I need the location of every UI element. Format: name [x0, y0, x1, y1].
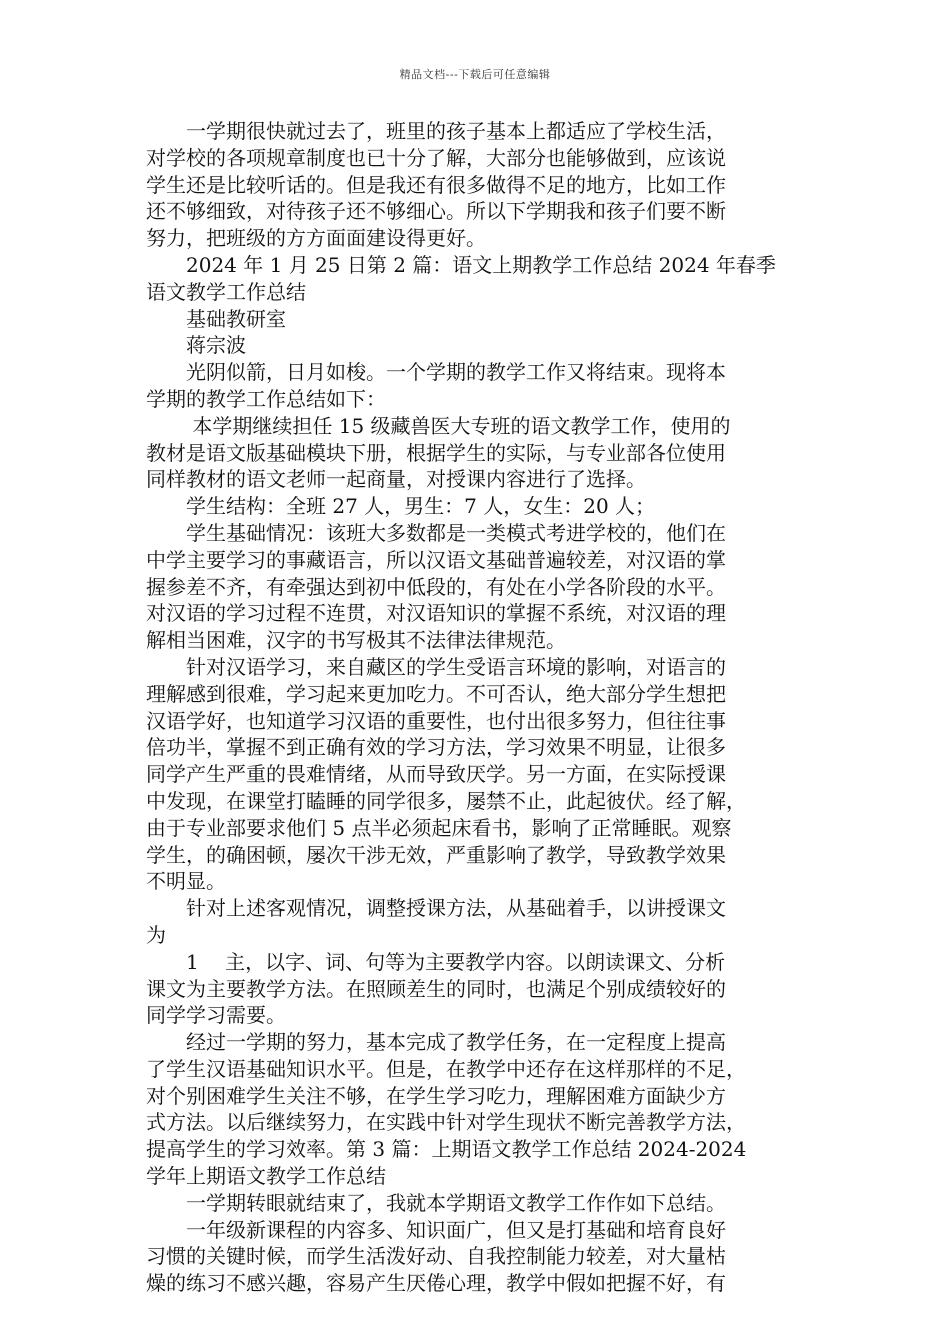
text-line: 同学学习需要。 [146, 1003, 286, 1028]
text-line: 握参差不齐，有牵强达到初中低段的，有处在小学各阶段的水平。 [146, 574, 726, 599]
text-line: 教材是语文版基础模块下册，根据学生的实际，与专业部各位使用 [146, 440, 726, 465]
text-line: 了学生汉语基础知识水平。但是，在教学中还存在这样那样的不足， [146, 1056, 746, 1081]
document-body [146, 118, 811, 1297]
text-line: 学年上期语文教学工作总结 [146, 1164, 386, 1189]
text-line: 倍功半，掌握不到正确有效的学习方法，学习效果不明显，让很多 [146, 735, 726, 760]
text-line: 解相当困难，汉字的书写极其不法律法律规范。 [146, 628, 566, 653]
text-line: 努力，把班级的方方面面建设得更好。 [146, 226, 486, 251]
text-line: 同样教材的语文老师一起商量，对授课内容进行了选择。 [146, 467, 646, 492]
text-line: 还不够细致，对待孩子还不够细心。所以下学期我和孩子们要不断 [146, 199, 726, 224]
text-line: 针对汉语学习，来自藏区的学生受语言环境的影响，对语言的 [146, 654, 726, 679]
text-line: 汉语学好，也知道学习汉语的重要性，也付出很多努力，但往往事 [146, 708, 726, 733]
text-line: 基础教研室 [146, 306, 286, 331]
text-line: 由于专业部要求他们 5 点半必须起床看书，影响了正常睡眠。观察 [146, 815, 732, 840]
text-line: 2024 年 1 月 25 日第 2 篇：语文上期教学工作总结 2024 年春季 [146, 252, 776, 277]
text-line: 一学期很快就过去了，班里的孩子基本上都适应了学校生活， [146, 119, 726, 143]
text-line: 对学校的各项规章制度也已十分了解，大部分也能够做到，应该说 [146, 145, 726, 170]
text-line: 学期的教学工作总结如下： [146, 386, 386, 411]
text-line: 同学产生严重的畏难情绪，从而导致厌学。另一方面，在实际授课 [146, 762, 726, 787]
text-line: 燥的练习不感兴趣，容易产生厌倦心理，教学中假如把握不好，有 [146, 1271, 726, 1296]
text-line: 不明显。 [146, 869, 226, 894]
text-line: 语文教学工作总结 [146, 279, 306, 304]
text-line: 习惯的关键时候，而学生活泼好动、自我控制能力较差，对大量枯 [146, 1244, 726, 1269]
text-line: 学生，的确困顿，屡次干涉无效，严重影响了教学，导致教学效果 [146, 842, 726, 867]
text-line: 本学期继续担任 15 级藏兽医大专班的语文教学工作，使用的 [146, 413, 731, 438]
text-line: 一年级新课程的内容多、知识面广，但又是打基础和培育良好 [146, 1217, 726, 1242]
text-line: 光阴似箭，日月如梭。一个学期的教学工作又将结束。现将本 [146, 360, 726, 385]
page-header: 精品文档---下载后可任意编辑 [399, 68, 551, 81]
text-line: 1 主，以字、词、句等为主要教学内容。以朗读课文、分析 [146, 949, 726, 974]
text-line: 蒋宗波 [146, 333, 246, 358]
text-line: 式方法。以后继续努力，在实践中针对学生现状不断完善教学方法， [146, 1110, 746, 1135]
text-line: 对汉语的学习过程不连贯，对汉语知识的掌握不系统，对汉语的理 [146, 601, 726, 626]
text-line: 经过一学期的努力，基本完成了教学任务，在一定程度上提高 [146, 1030, 726, 1055]
text-line: 课文为主要教学方法。在照顾差生的同时，也满足个别成绩较好的 [146, 976, 726, 1001]
text-line: 中学主要学习的事藏语言，所以汉语文基础普遍较差，对汉语的掌 [146, 547, 726, 572]
text-line: 理解感到很难，学习起来更加吃力。不可否认，绝大部分学生想把 [146, 681, 726, 706]
text-line: 为 [146, 922, 166, 947]
text-line: 中发现，在课堂打瞌睡的同学很多，屡禁不止，此起彼伏。经了解， [146, 788, 746, 813]
text-line: 学生基础情况：该班大多数都是一类模式考进学校的，他们在 [146, 520, 726, 545]
text-line: 学生结构：全班 27 人，男生：7 人，女生：20 人； [146, 494, 656, 519]
text-line: 针对上述客观情况，调整授课方法，从基础着手，以讲授课文 [146, 896, 726, 921]
text-line: 对个别困难学生关注不够，在学生学习吃力，理解困难方面缺少方 [146, 1083, 726, 1108]
text-line: 提高学生的学习效率。第 3 篇：上期语文教学工作总结 2024-2024 [146, 1137, 747, 1162]
text-line: 学生还是比较听话的。但是我还有很多做得不足的地方，比如工作 [146, 172, 726, 197]
text-line: 一学期转眼就结束了，我就本学期语文教学工作作如下总结。 [146, 1190, 726, 1215]
